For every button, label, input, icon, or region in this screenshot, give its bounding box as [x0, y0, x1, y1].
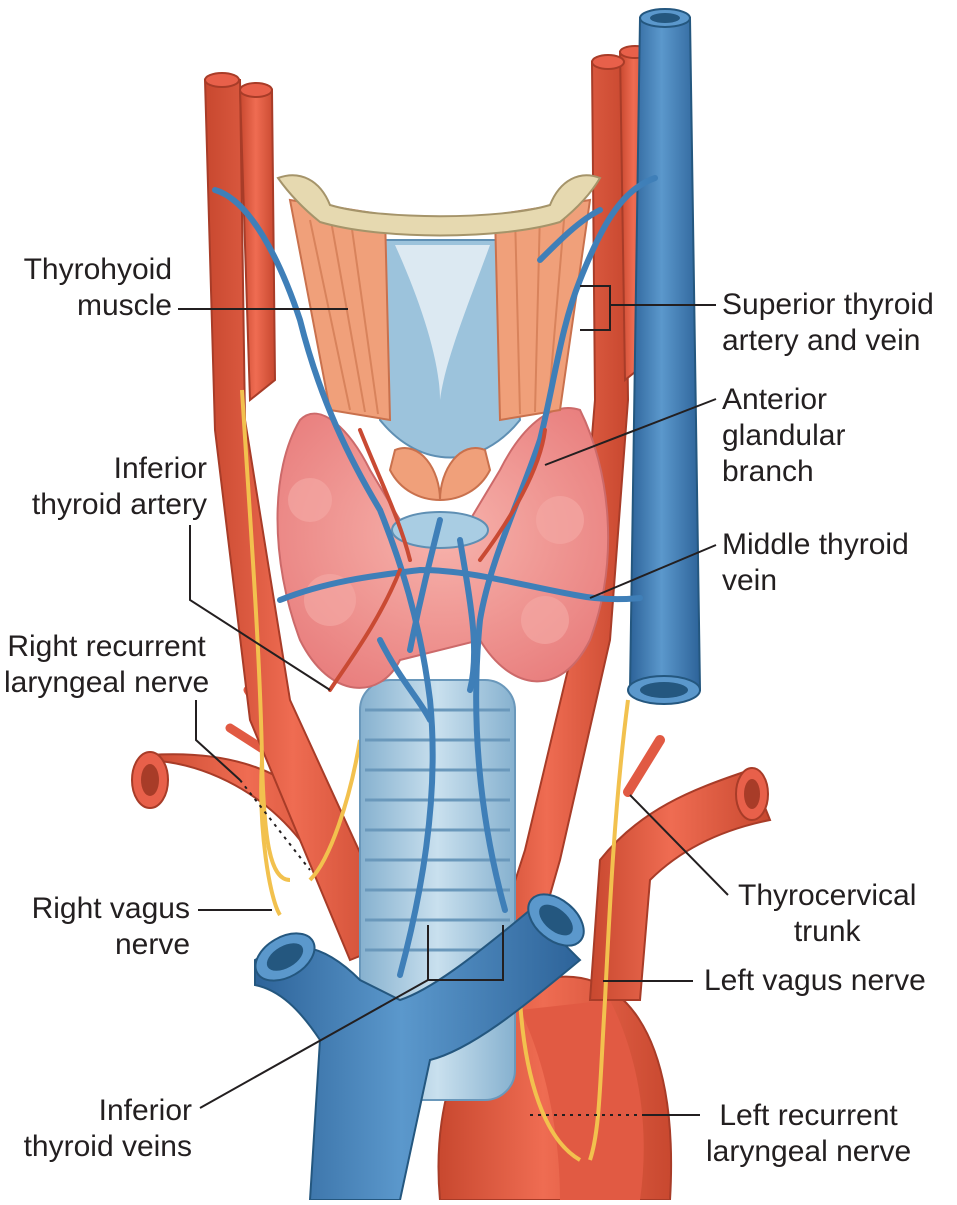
- label-middle-thyroid-vein: [722, 527, 909, 599]
- label-line: artery and vein: [722, 324, 921, 357]
- label-left-recurrent-laryngeal-nerve: [706, 1098, 911, 1170]
- label-inferior-thyroid-veins: [24, 1093, 192, 1165]
- label-line: nerve: [114, 928, 190, 961]
- label-line: Superior thyroid: [722, 288, 934, 321]
- label-line: laryngeal nerve: [4, 666, 210, 699]
- label-line: laryngeal nerve: [706, 1135, 912, 1168]
- label-line: glandular: [722, 419, 846, 452]
- label-right-recurrent-laryngeal-nerve: [4, 629, 209, 701]
- label-line: Right vagus: [31, 892, 190, 925]
- label-thyrocervical-trunk: [738, 878, 916, 950]
- label-line: Inferior: [113, 452, 207, 485]
- label-line: Thyrohyoid: [23, 253, 172, 286]
- label-line: Thyrocervical: [738, 879, 917, 912]
- label-line: branch: [722, 455, 814, 488]
- left-subclavian-artery: [590, 740, 770, 1000]
- label-superior-thyroid-artery-vein: [722, 287, 934, 359]
- label-line: Anterior: [722, 383, 828, 416]
- label-inferior-thyroid-artery: [32, 451, 207, 523]
- label-right-vagus-nerve: [32, 891, 190, 963]
- label-left-vagus-nerve: [704, 963, 926, 999]
- label-line: vein: [722, 564, 778, 597]
- label-thyrohyoid-muscle: [24, 252, 172, 324]
- label-line: muscle: [76, 289, 172, 322]
- label-anterior-glandular-branch: [722, 382, 845, 490]
- label-line: trunk: [793, 915, 861, 948]
- label-line: Inferior: [98, 1094, 192, 1127]
- label-line: Left vagus nerve: [704, 964, 926, 997]
- label-line: Right recurrent: [7, 630, 206, 663]
- label-line: thyroid artery: [31, 488, 207, 521]
- label-line: thyroid veins: [23, 1130, 192, 1163]
- label-line: Middle thyroid: [722, 528, 909, 561]
- label-line: Left recurrent: [719, 1099, 898, 1132]
